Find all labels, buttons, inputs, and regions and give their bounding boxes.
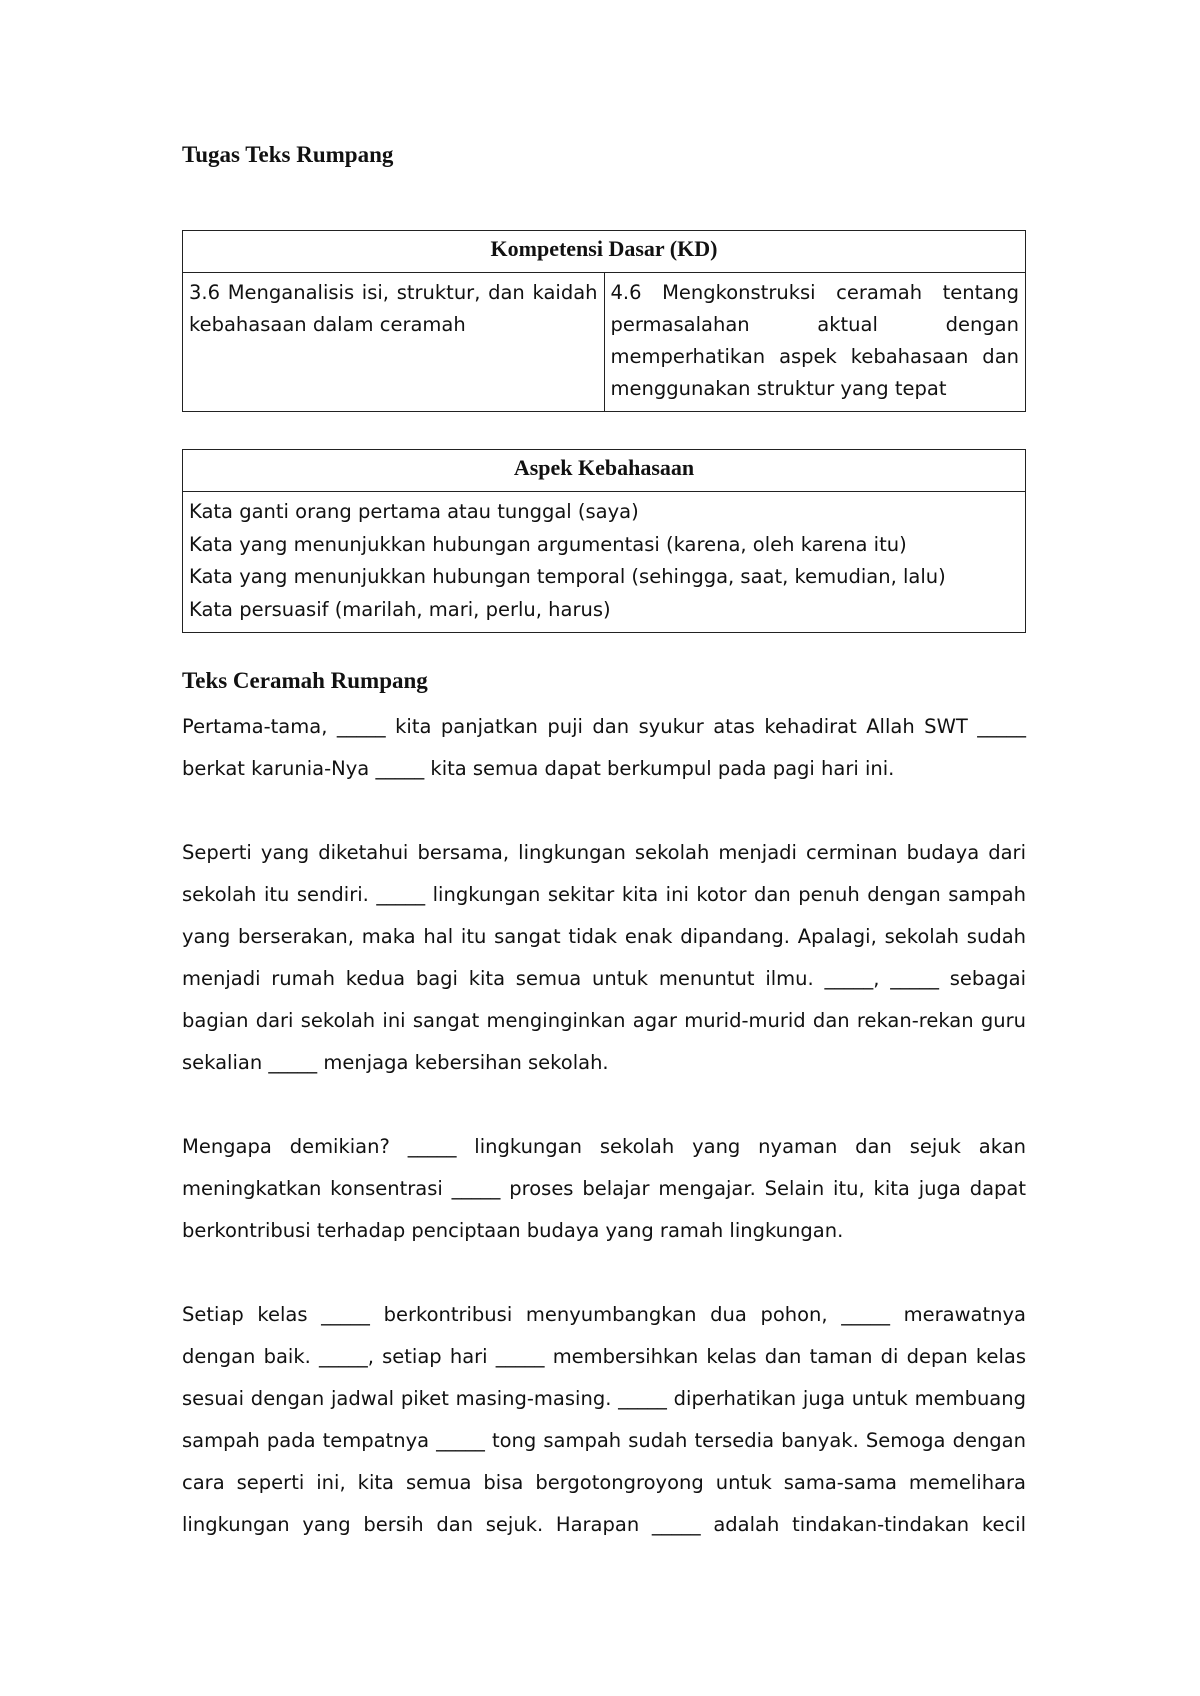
paragraph: Seperti yang diketahui bersama, lingkungan sekolah menjadi cerminan budaya dari sekolah itu sendiri. _____ lingkungan sekitar kita ini kotor dan penuh dengan sampah yang berserakan, maka hal itu sangat tidak enak dipandang. Apalagi, sekolah sudah menjadi rumah kedua bagi kita semua untuk menuntut ilmu. _____, _____ sebagai bagian dari sekolah ini sangat menginginkan agar murid-murid dan rekan-rekan guru sekalian _____ menjaga kebersihan sekolah. xyxy=(182,841,1026,1074)
aspek-item: Kata ganti orang pertama atau tunggal (saya) xyxy=(189,500,639,523)
aspek-item: Kata persuasif (marilah, mari, perlu, harus) xyxy=(189,597,611,621)
aspek-item: Kata yang menunjukkan hubungan argumentasi (karena, oleh karena itu) xyxy=(189,532,907,556)
aspek-item: Kata yang menunjukkan hubungan temporal (sehingga, saat, kemudian, lalu) xyxy=(189,565,946,588)
aspek-table xyxy=(182,449,1026,633)
kd-table xyxy=(182,230,1026,412)
paragraph: Mengapa demikian? _____ lingkungan sekolah yang nyaman dan sejuk akan meningkatkan konsentrasi _____ proses belajar mengajar. Selain itu, kita juga dapat berkontribusi terhadap penciptaan budaya yang ramah lingkungan. xyxy=(182,1135,1026,1242)
aspek-table-header: Aspek Kebahasaan xyxy=(183,450,1026,492)
paragraph: Pertama-tama, _____ kita panjatkan puji dan syukur atas kehadirat Allah SWT _____ berkat karunia-Nya _____ kita semua dapat berkumpul pada pagi hari ini. xyxy=(182,715,1026,780)
kd-cell-construction: 4.6 Mengkonstruksi ceramah tentang permasalahan aktual dengan memperhatikan aspek kebahasaan dan menggunakan struktur yang tepat xyxy=(604,273,1026,412)
kd-table-header: Kompetensi Dasar (KD) xyxy=(183,231,1026,273)
section-title: Teks Ceramah Rumpang xyxy=(182,668,428,693)
aspek-list xyxy=(183,492,1026,633)
document-title: Tugas Teks Rumpang xyxy=(182,142,394,167)
paragraph: Setiap kelas _____ berkontribusi menyumbangkan dua pohon, _____ merawatnya dengan baik. _____, setiap hari _____ membersihkan kelas dan taman di depan kelas sesuai dengan jadwal piket masing-masing. _____ diperhatikan juga untuk membuang sampah pada tempatnya _____ tong sampah sudah tersedia banyak. Semoga dengan cara seperti ini, kita semua bisa bergotongroyong untuk sama-sama memelihara lingkungan yang bersih dan sejuk. Harapan _____ adalah tindakan-tindakan kecil xyxy=(182,1303,1026,1536)
kd-cell-analysis: 3.6 Menganalisis isi, struktur, dan kaidah kebahasaan dalam ceramah xyxy=(183,273,605,412)
